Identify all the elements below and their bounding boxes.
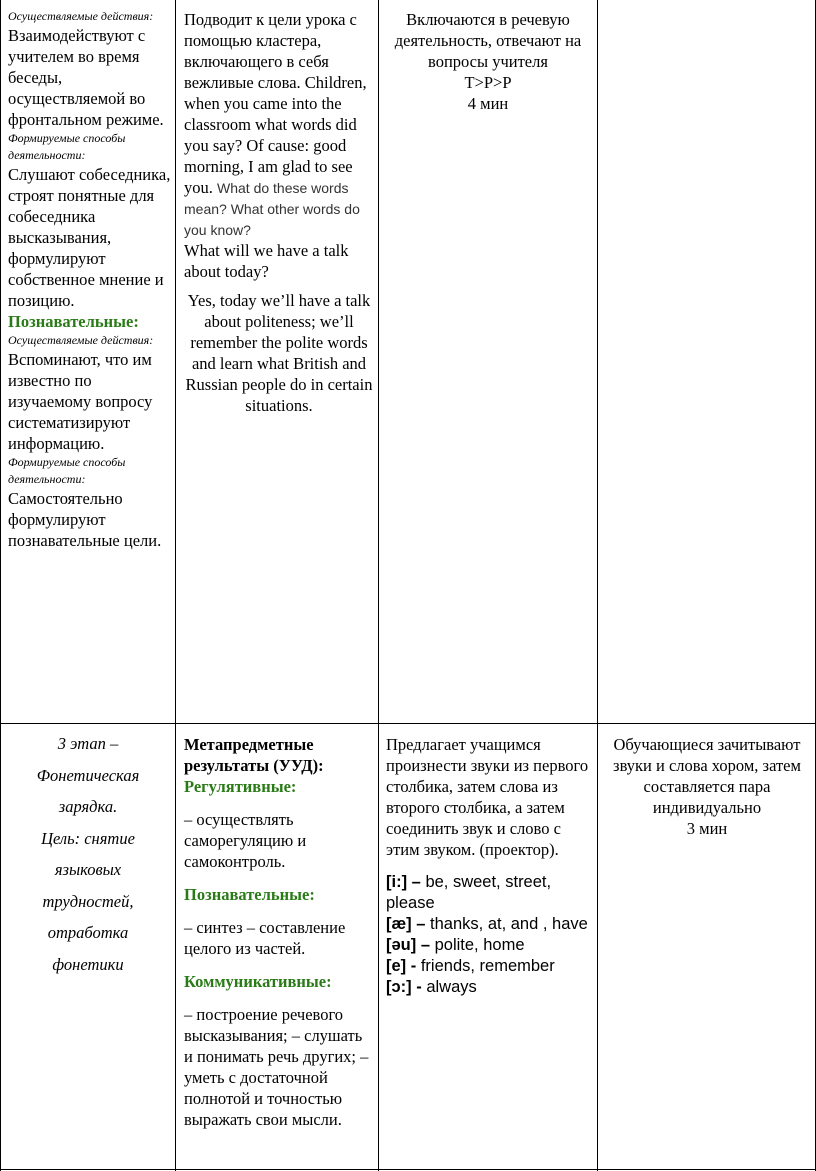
sound-dash: – bbox=[411, 915, 431, 933]
section-text: Вспоминают, что им известно по изучаемому вопросу систематизируют информацию. bbox=[8, 350, 153, 453]
regulatory-text: – осуществлять саморегуляцию и самоконтроль. bbox=[184, 810, 307, 871]
column-divider-1 bbox=[175, 0, 176, 1171]
row1-col3-cell bbox=[384, 9, 592, 114]
sound-item bbox=[386, 935, 592, 956]
sound-item bbox=[386, 956, 592, 977]
sound-dash: – bbox=[407, 873, 426, 891]
communicative-heading: Коммуникативные: bbox=[184, 972, 332, 991]
stage-description bbox=[4, 728, 172, 980]
sound-dash: - bbox=[406, 957, 421, 975]
uud-activities-list bbox=[8, 8, 172, 551]
lesson-answer: Yes, today we’ll have a talk about politeness; we’ll remember the polite words and learn what British and Russian people do in certain situations. bbox=[185, 291, 373, 415]
section-caption: Осуществляемые действия: bbox=[8, 9, 154, 23]
sound-item bbox=[386, 914, 592, 935]
sound-symbol: [ɔ:] bbox=[386, 978, 412, 996]
stage-line: трудностей, bbox=[42, 891, 134, 911]
section-heading: Познавательные: bbox=[8, 312, 139, 331]
teacher-instruction: Предлагает учащимся произнести звуки из первого столбика, затем слова из второго столбика, а затем соединить звук и слово с этим звуком. (проектор). bbox=[386, 735, 589, 859]
student-activity: Включаются в речевую деятельность, отвечают на вопросы учителя bbox=[394, 10, 582, 71]
teacher-intro bbox=[184, 9, 374, 240]
sound-item bbox=[386, 977, 592, 998]
stage-line: фонетики bbox=[52, 954, 124, 974]
table-border-bottom bbox=[0, 1169, 816, 1170]
sound-words: be, sweet, street, please bbox=[386, 873, 552, 912]
sound-dash: - bbox=[411, 978, 427, 996]
row2-col0-cell bbox=[4, 728, 172, 980]
sound-words: thanks, at, and , have bbox=[430, 915, 588, 933]
communicative-text: – построение речевого высказывания; – слушать и понимать речь других; – уметь с достаточной полнотой и точностью выражать свои мысли. bbox=[184, 1005, 369, 1129]
row2-col2-cell bbox=[386, 734, 592, 998]
row2-col1-cell bbox=[184, 734, 374, 1130]
cognitive-heading: Познавательные: bbox=[184, 885, 315, 904]
phonetics-duration: 3 мин bbox=[686, 819, 728, 838]
stage-line: Цель: снятие bbox=[41, 828, 135, 848]
stage-line: языковых bbox=[54, 860, 122, 879]
stage-line: отработка bbox=[47, 923, 129, 942]
sound-symbol: [æ] bbox=[386, 915, 412, 933]
regulatory-heading: Регулятивные: bbox=[184, 777, 297, 796]
sound-words: polite, home bbox=[434, 936, 525, 954]
row1-col2-cell bbox=[184, 9, 374, 416]
section-caption: Формируемые способы деятельности: bbox=[8, 455, 126, 486]
sound-symbol: [əu] bbox=[386, 936, 417, 954]
sound-symbol: [i:] bbox=[386, 873, 408, 891]
column-divider-3 bbox=[597, 0, 598, 1171]
row1-col1-cell bbox=[8, 8, 172, 551]
cognitive-text: – синтез – составление целого из частей. bbox=[184, 918, 346, 958]
section-caption: Осуществляемые действия: bbox=[8, 333, 154, 347]
stage-line: зарядка. bbox=[58, 797, 118, 816]
sound-list bbox=[386, 872, 592, 998]
stage-line: Фонетическая bbox=[36, 765, 140, 785]
row-divider bbox=[0, 723, 816, 724]
sound-words: friends, remember bbox=[420, 957, 555, 975]
stage-line: 3 этап – bbox=[57, 734, 119, 753]
section-caption: Формируемые способы деятельности: bbox=[8, 131, 126, 162]
column-divider-2 bbox=[378, 0, 379, 1171]
teacher-intro-text: Подводит к цели урока с помощью кластера, включающего в себя вежливые слова. Children, when you came into the classroom what words did you say? Of cause: good morning, I am glad to see you. bbox=[184, 10, 367, 197]
section-text: Взаимодействуют с учителем во время беседы, осуществляемой во фронтальном режиме. bbox=[8, 26, 164, 129]
row2-col3-cell bbox=[603, 734, 811, 839]
student-activity-phonetics: Обучающиеся зачитывают звуки и слова хором, затем составляется пара индивидуально bbox=[613, 735, 801, 817]
sound-item bbox=[386, 872, 592, 914]
sound-words: always bbox=[426, 978, 477, 996]
meta-results-title: Метапредметные результаты (УУД): bbox=[184, 735, 324, 775]
table-border-left bbox=[0, 0, 1, 1171]
interaction-mode: Т>Р>Р bbox=[464, 73, 512, 92]
teacher-intro-questions: What do these words mean? What other words do you know? bbox=[184, 180, 360, 238]
section-text: Самостоятельно формулируют познавательные цели. bbox=[8, 489, 162, 550]
stage-duration: 4 мин bbox=[467, 94, 509, 113]
section-text: Слушают собеседника, строят понятные для собеседника высказывания, формулируют собственное мнение и позицию. bbox=[8, 165, 171, 310]
sound-symbol: [e] bbox=[386, 957, 407, 975]
lesson-question: What will we have a talk about today? bbox=[184, 241, 349, 281]
sound-dash: – bbox=[416, 936, 435, 954]
